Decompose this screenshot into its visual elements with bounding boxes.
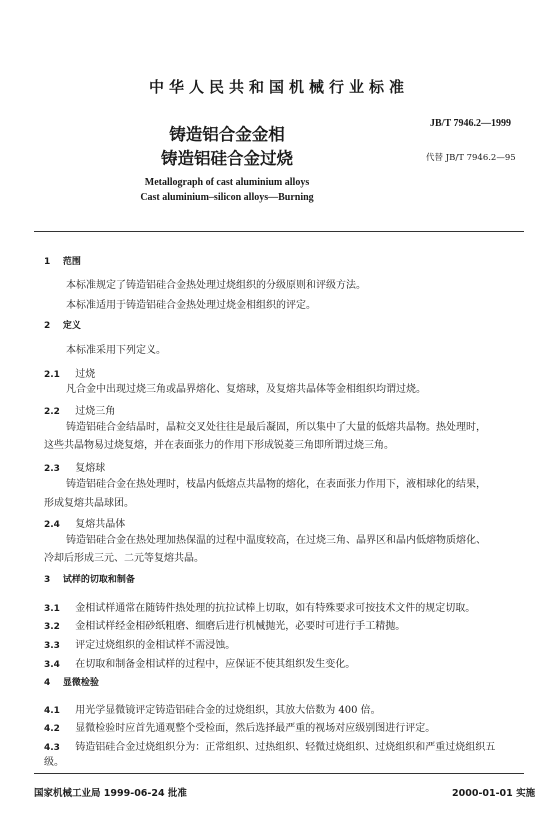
clause-text: 评定过烧组织的金相试样不需浸蚀。 (75, 640, 236, 651)
section-title: 范围 (62, 257, 81, 267)
subsection-heading (44, 456, 105, 475)
header-divider (34, 231, 524, 232)
subsection-title: 过烧三角 (75, 406, 116, 417)
paragraph: 本标准采用下列定义。 (66, 345, 166, 356)
section-number: 3 (44, 575, 51, 585)
section-heading (44, 675, 99, 688)
title-zh-line1: 铸造铝合金金相 (169, 125, 285, 144)
subsection-number: 2.4 (44, 520, 60, 530)
replaces-note: 代替 JB/T 7946.2—95 (426, 153, 516, 163)
title-en-line1: Metallograph of cast aluminium alloys (144, 177, 310, 188)
subsection-number: 2.2 (44, 407, 60, 417)
clause-number: 3.2 (44, 622, 60, 632)
clause-number: 3.1 (44, 604, 60, 614)
clause (44, 633, 235, 652)
section-heading (44, 572, 135, 585)
approval-info: 国家机械工业局 1999-06-24 批准 (34, 788, 187, 799)
section-heading (44, 254, 81, 267)
section-title: 定义 (62, 321, 81, 331)
section-number: 4 (44, 678, 51, 688)
implementation-date: 2000-01-01 实施 (452, 788, 536, 799)
title-en-line2: Cast aluminium–silicon alloys—Burning (140, 192, 314, 203)
section-number: 1 (44, 257, 51, 267)
section-title: 显微检验 (62, 678, 99, 688)
clause-text: 金相试样通常在随铸件热处理的抗拉试棒上切取，如有特殊要求可按技术文件的规定切取。 (75, 603, 476, 614)
clause-text: 用光学显微镜评定铸造铝硅合金的过烧组织，其放大倍数为 400 倍。 (75, 705, 381, 716)
paragraph: 铸造铝硅合金结晶时，晶粒交叉处往往是最后凝固，所以集中了大量的低熔共晶物。热处理时， (66, 422, 486, 433)
paragraph: 形成复熔共晶球团。 (44, 498, 134, 509)
subsection-title: 过烧 (75, 369, 96, 380)
clause (44, 652, 355, 671)
clause-text: 铸造铝硅合金过烧组织分为：正常组织、过热组织、轻微过烧组织、过烧组织和严重过烧组织五 (75, 742, 496, 753)
footer-divider (34, 773, 524, 774)
paragraph: 本标准适用于铸造铝硅合金热处理过烧金相组织的评定。 (66, 300, 316, 311)
clause-number: 3.4 (44, 660, 60, 670)
paragraph: 本标准规定了铸造铝硅合金热处理过烧组织的分级原则和评级方法。 (66, 280, 366, 291)
standard-code: JB/T 7946.2—1999 (430, 118, 511, 129)
clause-text: 在切取和制备金相试样的过程中，应保证不使其组织发生变化。 (75, 659, 356, 670)
subsection-title: 复熔共晶体 (75, 519, 126, 530)
paragraph: 冷却后形成三元、二元等复熔共晶。 (44, 553, 204, 564)
clause (44, 735, 495, 754)
clause (44, 716, 435, 735)
section-number: 2 (44, 321, 51, 331)
section-title: 试样的切取和制备 (62, 575, 135, 585)
subsection-heading (44, 399, 115, 418)
clause-number: 3.3 (44, 641, 60, 651)
clause (44, 614, 405, 633)
clause-number: 4.3 (44, 743, 60, 753)
standard-category-title: 中华人民共和国机械行业标准 (148, 78, 409, 96)
subsection-number: 2.3 (44, 464, 60, 474)
clause (44, 698, 381, 717)
paragraph: 铸造铝硅合金在热处理加热保温的过程中温度较高，在过烧三角、晶界区和晶内低熔物质熔化、 (66, 535, 486, 546)
subsection-heading (44, 512, 125, 531)
subsection-title: 复熔球 (75, 463, 106, 474)
paragraph: 级。 (44, 757, 64, 768)
paragraph: 这些共晶物易过烧复熔，并在表面张力的作用下形成锐菱三角即所谓过烧三角。 (44, 440, 394, 451)
section-heading (44, 318, 81, 331)
clause-number: 4.1 (44, 706, 60, 716)
clause-text: 显微检验时应首先通观整个受检面，然后选择最严重的视场对应级别图进行评定。 (75, 723, 436, 734)
title-zh-line2: 铸造铝硅合金过烧 (161, 149, 293, 168)
clause-text: 金相试样经金相砂纸粗磨、细磨后进行机械抛光，必要时可进行手工精抛。 (75, 621, 406, 632)
clause-number: 4.2 (44, 724, 60, 734)
paragraph: 铸造铝硅合金在热处理时，枝晶内低熔点共晶物的熔化，在表面张力作用下，液相球化的结果， (66, 479, 486, 490)
paragraph: 凡合金中出现过烧三角或晶界熔化、复熔球，及复熔共晶体等金相组织均谓过烧。 (66, 384, 426, 395)
subsection-number: 2.1 (44, 370, 60, 380)
clause (44, 596, 475, 615)
subsection-heading (44, 362, 95, 381)
